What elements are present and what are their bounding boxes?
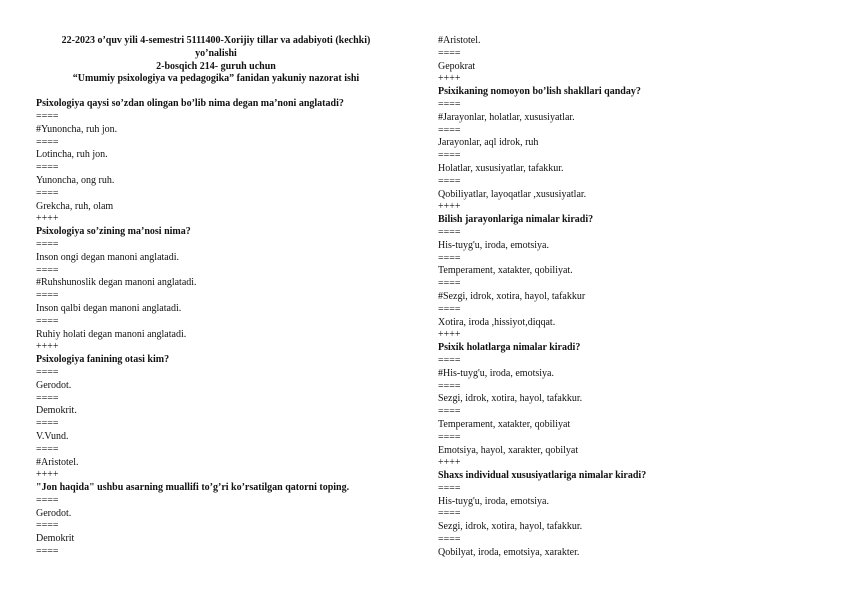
answer-option: Jarayonlar, aql idrok, ruh bbox=[438, 137, 539, 149]
separator: ++++ bbox=[438, 73, 461, 85]
header-line-4: “Umumiy psixologiya va pedagogika” fanidan yakuniy nazorat ishi bbox=[72, 73, 360, 85]
separator: ==== bbox=[438, 278, 461, 290]
answer-option: Sezgi, idrok, xotira, hayol, tafakkur. bbox=[438, 393, 583, 405]
answer-option: Gerodot. bbox=[36, 507, 72, 519]
separator: ==== bbox=[438, 150, 461, 162]
separator: ==== bbox=[438, 406, 461, 418]
separator: ==== bbox=[438, 98, 461, 110]
separator: ==== bbox=[438, 175, 461, 187]
separator: ++++ bbox=[36, 341, 59, 353]
separator: ==== bbox=[438, 124, 461, 136]
separator: ==== bbox=[36, 110, 59, 122]
separator: ==== bbox=[36, 546, 59, 558]
answer-option: Holatlar, xususiyatlar, tafakkur. bbox=[438, 162, 564, 174]
question-text: Shaxs individual xususiyatlariga nimalar kiradi? bbox=[438, 470, 647, 482]
separator: ==== bbox=[36, 264, 59, 276]
answer-option: Sezgi, idrok, xotira, hayol, tafakkur. bbox=[438, 521, 583, 533]
left-question-list bbox=[36, 98, 396, 559]
question-text: Psixologiya qaysi so’zdan olingan bo’lib nima degan ma’noni anglatadi? bbox=[36, 98, 344, 110]
answer-option: Ruhiy holati degan manoni anglatadi. bbox=[36, 328, 187, 340]
answer-option: #Jarayonlar, holatlar, xususiyatlar. bbox=[438, 111, 575, 123]
document-header bbox=[36, 35, 396, 86]
answer-option: Gerodot. bbox=[36, 379, 72, 391]
answer-option: Gepokrat bbox=[438, 60, 476, 72]
separator: ==== bbox=[438, 252, 461, 264]
question-text: Psixologiya so’zining ma’nosi nima? bbox=[36, 226, 191, 238]
separator: ++++ bbox=[438, 201, 461, 213]
separator: ==== bbox=[438, 431, 461, 443]
separator: ==== bbox=[438, 303, 461, 315]
separator: ==== bbox=[36, 238, 59, 250]
separator: ==== bbox=[36, 290, 59, 302]
answer-option: Inson qalbi degan manoni anglatadi. bbox=[36, 302, 182, 314]
answer-option: Temperament, xatakter, qobiliyat bbox=[438, 418, 571, 430]
separator: ==== bbox=[36, 520, 59, 532]
question-text: Psixologiya fanining otasi kim? bbox=[36, 354, 170, 366]
separator: ==== bbox=[36, 136, 59, 148]
separator: ==== bbox=[36, 392, 59, 404]
header-line-3: 2-bosqich 214- guruh uchun bbox=[156, 60, 276, 72]
separator: ==== bbox=[36, 443, 59, 455]
question-text: Psixikaning nomoyon bo’lish shakllari qanday? bbox=[438, 86, 641, 98]
answer-option: His-tuyg'u, iroda, emotsiya. bbox=[438, 239, 549, 251]
answer-option: Temperament, xatakter, qobiliyat. bbox=[438, 265, 573, 277]
separator: ==== bbox=[438, 226, 461, 238]
answer-option: #Aristotel. bbox=[438, 35, 481, 46]
question-text: Psixik holatlarga nimalar kiradi? bbox=[438, 342, 581, 354]
answer-option: Qobiliyatlar, layoqatlar ,xususiyatlar. bbox=[438, 188, 587, 200]
answer-option: Yunoncha, ong ruh. bbox=[36, 174, 115, 186]
left-column bbox=[36, 35, 396, 559]
separator: ==== bbox=[438, 508, 461, 520]
answer-option: Inson ongi degan manoni anglatadi. bbox=[36, 251, 180, 263]
separator: ==== bbox=[438, 534, 461, 546]
answer-option: Grekcha, ruh, olam bbox=[36, 200, 114, 212]
answer-option: #Ruhshunoslik degan manoni anglatadi. bbox=[36, 277, 197, 289]
answer-option: V.Vund. bbox=[36, 430, 69, 442]
separator: ==== bbox=[438, 482, 461, 494]
separator: ==== bbox=[36, 187, 59, 199]
separator: ++++ bbox=[36, 213, 59, 225]
separator: ==== bbox=[438, 47, 461, 59]
separator: ==== bbox=[36, 418, 59, 430]
right-question-list bbox=[438, 35, 818, 560]
header-line-2: yo’nalishi bbox=[195, 47, 237, 59]
header-line-1: 22-2023 o’quv yili 4-semestri 5111400-Xorijiy tillar va adabiyoti (kechki) bbox=[61, 35, 371, 46]
answer-option: His-tuyg'u, iroda, emotsiya. bbox=[438, 495, 549, 507]
answer-option: Qobilyat, iroda, emotsiya, xarakter. bbox=[438, 546, 580, 558]
answer-option: #Yunoncha, ruh jon. bbox=[36, 123, 118, 135]
answer-option: #Sezgi, idrok, xotira, hayol, tafakkur bbox=[438, 290, 586, 302]
answer-option: #Aristotel. bbox=[36, 456, 79, 468]
separator: ++++ bbox=[36, 469, 59, 481]
answer-option: #His-tuyg'u, iroda, emotsiya. bbox=[438, 367, 554, 379]
right-column bbox=[438, 35, 818, 560]
answer-option: Lotincha, ruh jon. bbox=[36, 149, 108, 161]
header-gap bbox=[36, 86, 396, 98]
separator: ==== bbox=[36, 315, 59, 327]
separator: ++++ bbox=[438, 457, 461, 469]
separator: ==== bbox=[438, 354, 461, 366]
answer-option: Demokrit. bbox=[36, 405, 77, 417]
separator: ++++ bbox=[438, 329, 461, 341]
answer-option: Xotira, iroda ,hissiyot,diqqat. bbox=[438, 316, 556, 328]
question-text: Bilish jarayonlariga nimalar kiradi? bbox=[438, 214, 594, 226]
separator: ==== bbox=[36, 162, 59, 174]
answer-option: Emotsiya, hayol, xarakter, qobilyat bbox=[438, 444, 579, 456]
question-text: "Jon haqida" ushbu asarning muallifi to’g’ri ko’rsatilgan qatorni toping. bbox=[36, 482, 350, 494]
separator: ==== bbox=[438, 380, 461, 392]
separator: ==== bbox=[36, 366, 59, 378]
separator: ==== bbox=[36, 494, 59, 506]
answer-option: Demokrit bbox=[36, 533, 75, 545]
